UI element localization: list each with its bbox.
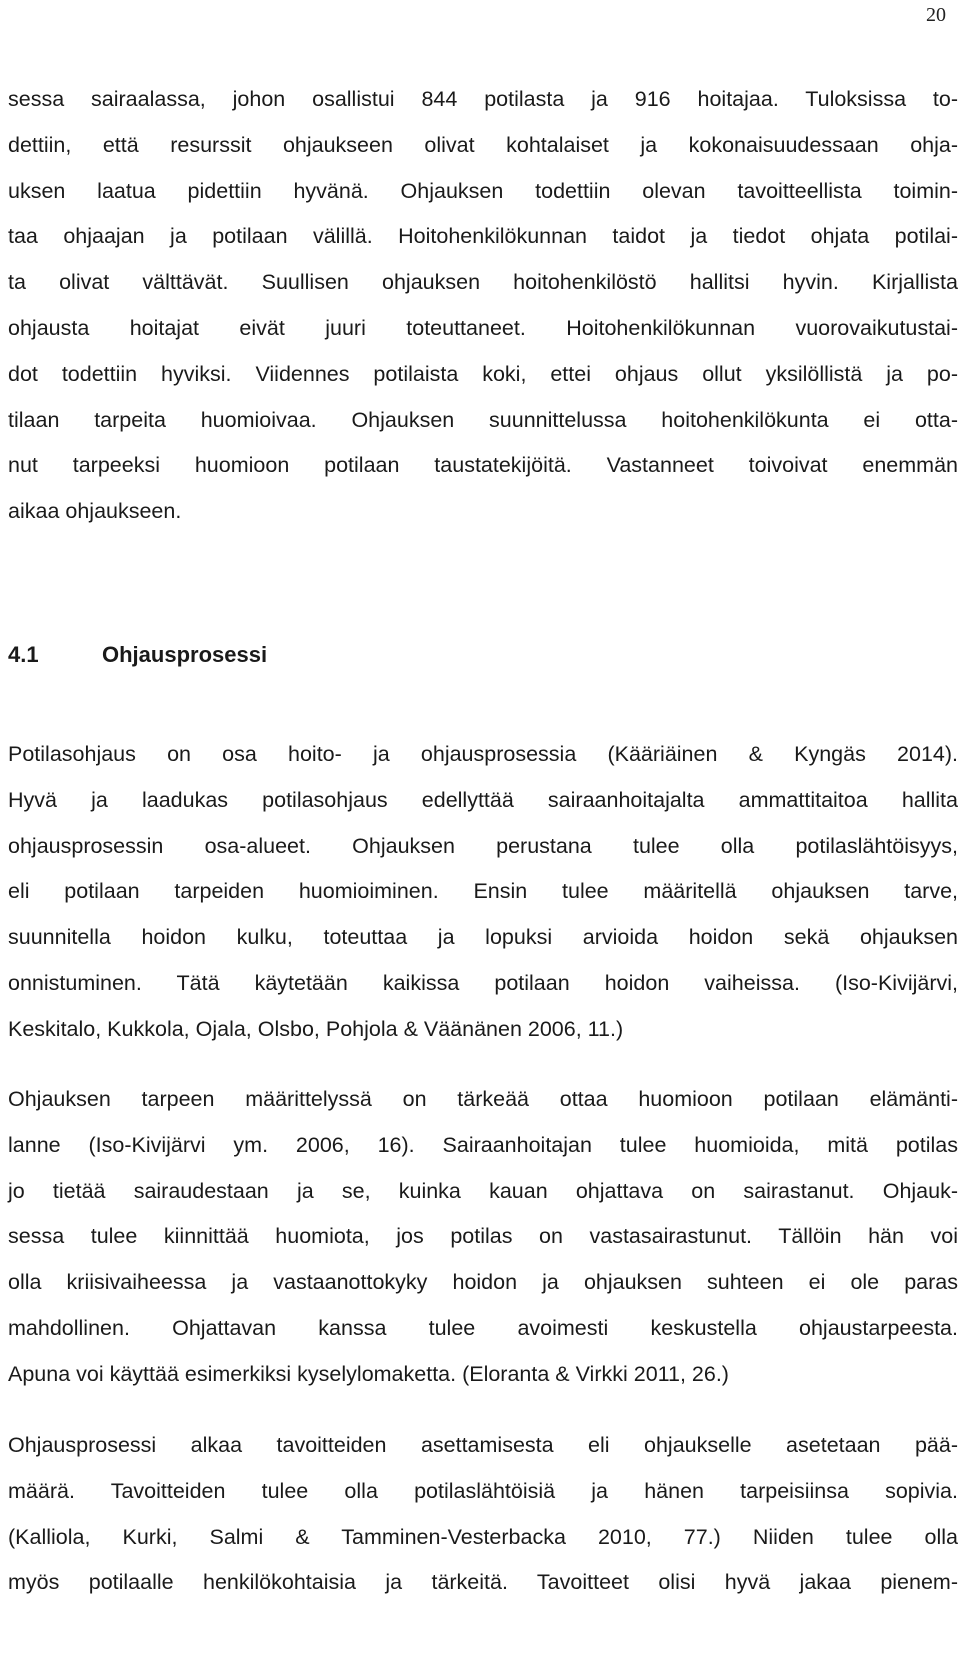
paragraph-line: eli potilaan tarpeiden huomioiminen. Ensin tulee määritellä ohjauksen tarve, xyxy=(8,879,958,904)
paragraph-line: Ohjausprosessi alkaa tavoitteiden asettamisesta eli ohjaukselle asetetaan pää- xyxy=(8,1433,958,1457)
section-heading xyxy=(8,640,267,670)
section-number: 4.1 xyxy=(8,642,39,667)
paragraph-line: dettiin, että resurssit ohjaukseen olivat kohtalaiset ja kokonaisuudessaan ohja- xyxy=(8,132,958,157)
paragraph-3 xyxy=(8,1077,958,1398)
paragraph-line: taa ohjaajan ja potilaan välillä. Hoitohenkilökunnan taidot ja tiedot ohjata potilai- xyxy=(8,224,958,249)
paragraph-line: onnistuminen. Tätä käytetään kaikissa potilaan hoidon vaiheissa. (Iso-Kivijärvi, xyxy=(8,970,958,995)
paragraph-line: ohjausprosessin osa-alueet. Ohjauksen perustana tulee olla potilaslähtöisyys, xyxy=(8,833,958,858)
paragraph-line: uksen laatua pidettiin hyvänä. Ohjauksen todettiin olevan tavoitteellista toimin- xyxy=(8,178,958,203)
paragraph-line: mahdollinen. Ohjattavan kanssa tulee avoimesti keskustella ohjaustarpeesta. xyxy=(8,1315,958,1340)
paragraph-line: tilaan tarpeita huomioivaa. Ohjauksen suunnittelussa hoitohenkilökunta ei otta- xyxy=(8,407,958,432)
section-title: Ohjausprosessi xyxy=(102,642,268,667)
paragraph-line: aikaa ohjaukseen. xyxy=(8,499,182,524)
paragraph-line: määrä. Tavoitteiden tulee olla potilaslähtöisiä ja hänen tarpeisiinsa sopivia. xyxy=(8,1478,958,1503)
paragraph-line: suunnitella hoidon kulku, toteuttaa ja lopuksi arvioida hoidon sekä ohjauksen xyxy=(8,925,958,950)
paragraph-line: (Kalliola, Kurki, Salmi & Tamminen-Vesterbacka 2010, 77.) Niiden tulee olla xyxy=(8,1524,958,1549)
paragraph-line: Apuna voi käyttää esimerkiksi kyselylomaketta. (Eloranta & Virkki 2011, 26.) xyxy=(8,1361,729,1386)
paragraph-line: ohjausta hoitajat eivät juuri toteuttaneet. Hoitohenkilökunnan vuorovaikutustai- xyxy=(8,315,958,340)
paragraph-line: jo tietää sairaudestaan ja se, kuinka kauan ohjattava on sairastanut. Ohjauk- xyxy=(8,1178,958,1203)
paragraph-line: Ohjauksen tarpeen määrittelyssä on tärkeää ottaa huomioon potilaan elämänti- xyxy=(8,1087,958,1111)
paragraph-line: ta olivat välttävät. Suullisen ohjauksen hoitohenkilöstö hallitsi hyvin. Kirjallista xyxy=(8,270,958,295)
paragraph-line: Keskitalo, Kukkola, Ojala, Olsbo, Pohjola & Väänänen 2006, 11.) xyxy=(8,1016,624,1041)
paragraph-line: Potilasohjaus on osa hoito- ja ohjausprosessia (Kääriäinen & Kyngäs 2014). xyxy=(8,742,958,766)
paragraph-line: lanne (Iso-Kivijärvi ym. 2006, 16). Sairaanhoitajan tulee huomioida, mitä potilas xyxy=(8,1132,958,1157)
page-number: 20 xyxy=(926,4,946,26)
paragraph-line: nut tarpeeksi huomioon potilaan taustatekijöitä. Vastanneet toivoivat enemmän xyxy=(8,453,958,478)
paragraph-line: dot todettiin hyviksi. Viidennes potilaista koki, ettei ohjaus ollut yksilöllistä ja po- xyxy=(8,361,958,386)
paragraph-line: Hyvä ja laadukas potilasohjaus edellyttää sairaanhoitajalta ammattitaitoa hallita xyxy=(8,787,958,812)
paragraph-line: myös potilaalle henkilökohtaisia ja tärkeitä. Tavoitteet olisi hyvä jakaa pienem- xyxy=(8,1570,958,1595)
paragraph-line: sessa sairaalassa, johon osallistui 844 potilasta ja 916 hoitajaa. Tuloksissa to- xyxy=(8,87,958,111)
paragraph-4 xyxy=(8,1423,958,1606)
paragraph-line: sessa tulee kiinnittää huomiota, jos potilas on vastasairastunut. Tällöin hän voi xyxy=(8,1224,958,1249)
paragraph-1 xyxy=(8,77,958,535)
paragraph-2 xyxy=(8,732,958,1053)
paragraph-line: olla kriisivaiheessa ja vastaanottokyky hoidon ja ohjauksen suhteen ei ole paras xyxy=(8,1270,958,1295)
